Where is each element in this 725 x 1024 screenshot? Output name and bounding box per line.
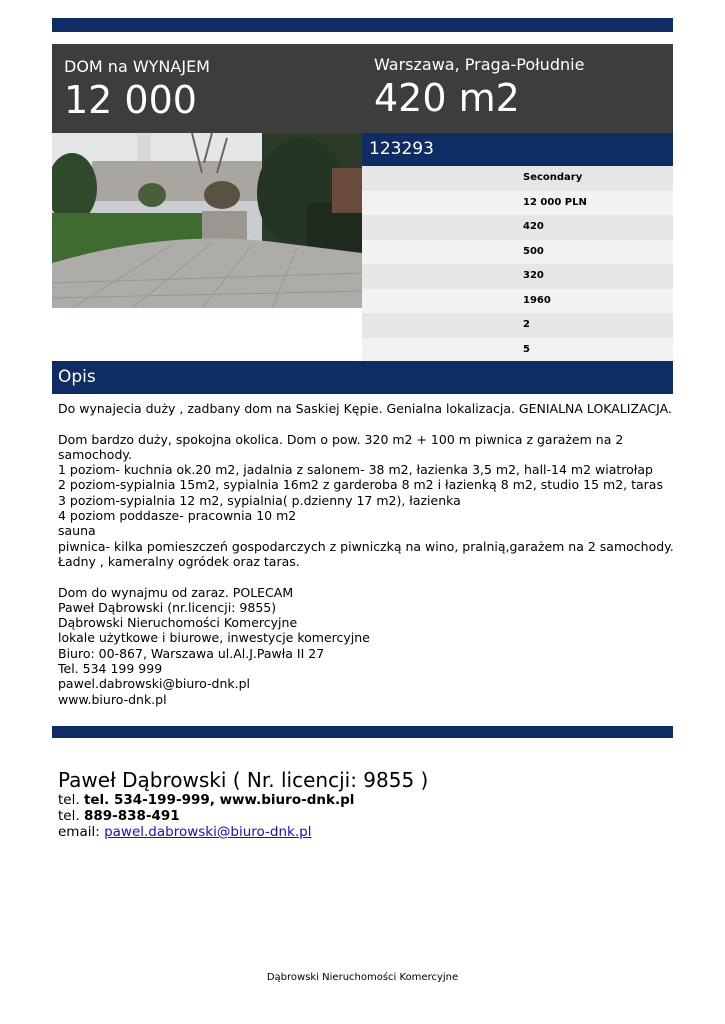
email-label: email: — [58, 824, 105, 840]
description-line: Ładny , kameralny ogródek oraz taras. — [58, 553, 300, 569]
agent-phone-1 — [58, 792, 428, 808]
description-text — [58, 401, 673, 707]
top-accent-bar — [52, 18, 673, 32]
description-line: www.biuro-dnk.pl — [58, 691, 167, 707]
location: Warszawa, Praga-Południe — [374, 55, 585, 74]
description-line: Do wynajecia duży , zadbany dom na Saskiej Kępie. Genialna lokalizacja. GENIALNA LOKALIZACJA. — [58, 401, 672, 416]
email-link[interactable]: pawel.dabrowski@biuro-dnk.pl — [104, 824, 312, 840]
param-row — [362, 264, 673, 289]
description-line: 1 poziom- kuchnia ok.20 m2, jadalnia z salonem- 38 m2, łazienka 3,5 m2, hall-14 m2 wiatrołap — [58, 462, 653, 478]
param-value: 12 000 PLN — [523, 196, 587, 208]
description-line: Paweł Dąbrowski (nr.licencji: 9855) — [58, 599, 277, 615]
listing-id-bar — [362, 133, 673, 166]
description-line: Tel. 534 199 999 — [58, 661, 163, 677]
param-value: 420 — [523, 221, 544, 232]
description-line: 2 poziom-sypialnia 15m2, sypialnia 16m2 z garderoba 8 m2 i łazienką 8 m2, studio 15 m2, taras — [58, 477, 663, 493]
description-line: Dąbrowski Nieruchomości Komercyjne — [58, 615, 298, 631]
param-value: Secondary — [523, 172, 583, 183]
param-row — [362, 313, 673, 338]
tel-label: tel. — [58, 792, 84, 808]
description-line: 4 poziom poddasze- pracownia 10 m2 — [58, 508, 297, 524]
property-photo — [52, 133, 362, 308]
description-line: Dom bardzo duży, spokojna okolica. Dom o pow. 320 m2 + 100 m piwnica z garażem na 2 — [58, 431, 624, 447]
param-value: 5 — [523, 343, 530, 355]
param-row — [362, 191, 673, 216]
listing-header — [52, 44, 673, 133]
description-line — [58, 416, 673, 431]
param-row — [362, 240, 673, 265]
param-value: 500 — [523, 245, 544, 257]
description-line: pawel.dabrowski@biuro-dnk.pl — [58, 676, 251, 692]
header-right — [374, 56, 584, 120]
price: 12 000 — [64, 78, 197, 122]
area: 420 m2 — [374, 76, 520, 120]
param-row — [362, 338, 673, 363]
description-line: Biuro: 00-867, Warszawa ul.Al.J.Pawła II 27 — [58, 645, 325, 661]
param-value: 1960 — [523, 294, 551, 306]
listing-id: 123293 — [369, 139, 434, 159]
description-header — [52, 361, 673, 394]
agent-contact — [58, 768, 428, 840]
description-line: samochody. — [58, 446, 132, 462]
section-divider-bar — [52, 726, 673, 738]
agent-name: Paweł Dąbrowski ( Nr. licencji: 9855 ) — [58, 768, 429, 792]
params-table — [362, 166, 673, 362]
header-left — [64, 58, 210, 122]
description-line: piwnica- kilka pomieszczeń gospodarczych z piwniczką na wino, pralnią,garażem na 2 samochody. — [58, 538, 674, 554]
agent-email-row — [58, 824, 428, 840]
description-line: Dom do wynajmu od zaraz. POLECAM — [58, 584, 294, 600]
param-value: 320 — [523, 270, 544, 281]
param-row — [362, 166, 673, 191]
phone-1: tel. 534-199-999, www.biuro-dnk.pl — [83, 792, 355, 808]
param-value: 2 — [523, 319, 530, 330]
description-line: 3 poziom-sypialnia 12 m2, sypialnia( p.dzienny 17 m2), łazienka — [58, 492, 461, 508]
description-line: lokale użytkowe i biurowe, inwestycje komercyjne — [58, 630, 370, 646]
description-line: sauna — [58, 523, 96, 539]
description-line — [58, 569, 673, 584]
param-row — [362, 215, 673, 240]
footer-company: Dąbrowski Nieruchomości Komercyjne — [266, 972, 459, 983]
agent-phone-2 — [58, 808, 428, 824]
param-row — [362, 289, 673, 314]
phone-2: 889-838-491 — [83, 808, 180, 824]
tel-label: tel. — [58, 808, 84, 824]
offer-type: DOM na WYNAJEM — [64, 57, 210, 76]
description-title: Opis — [58, 367, 96, 387]
